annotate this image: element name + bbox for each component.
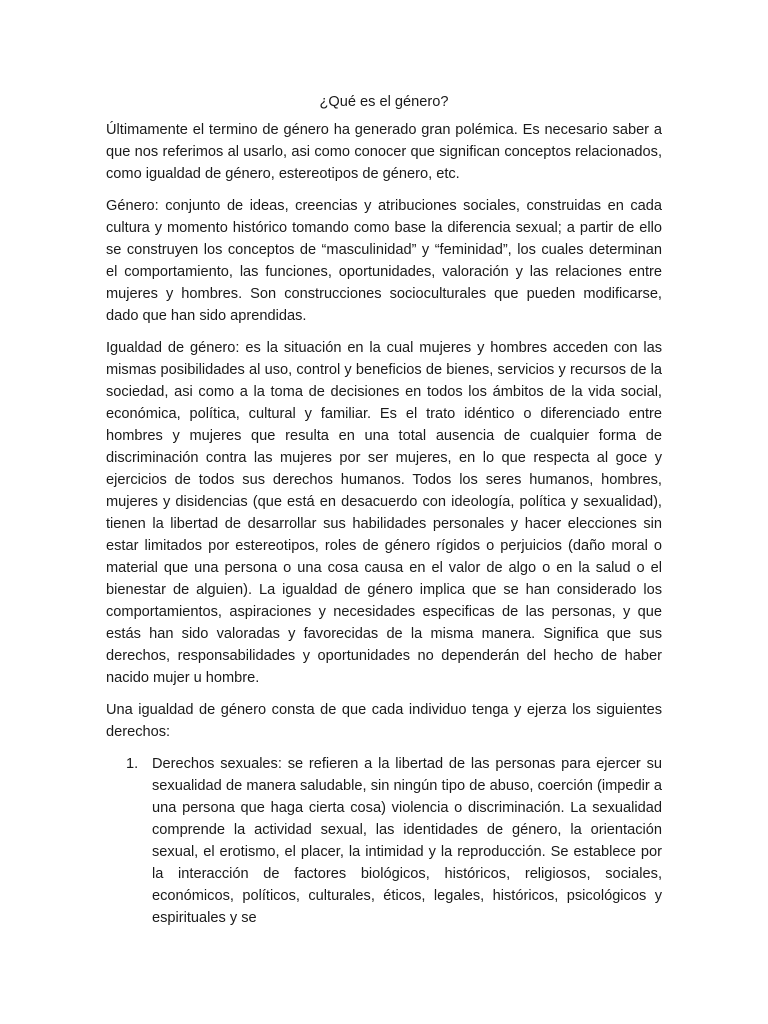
- document-title: ¿Qué es el género?: [319, 94, 449, 110]
- list-item-number: 1.: [126, 756, 139, 772]
- rights-list: [106, 753, 662, 929]
- list-item: [126, 753, 662, 929]
- gender-equality-paragraph: Igualdad de género: es la situación en la cual mujeres y hombres acceden con las mismas posibilidades al uso, control y beneficios de bienes, servicios y recursos de la sociedad, asi como a la toma de decisiones en todos los ámbitos de la vida social, económica, política, cultural y familiar. Es el trato idéntico o diferenciado entre hombres y mujeres que resulta en una total ausencia de cualquier forma de discriminación contra las mujeres por ser mujeres, en lo que respecta al goce y ejercicios de todos sus derechos humanos. Todos los seres humanos, hombres, mujeres y disidencias (que está en desacuerdo con ideología, política y sexualidad), tienen la libertad de desarrollar sus habilidades personales y hacer elecciones sin estar limitados por estereotipos, roles de género rígidos o perjuicios (daño moral o material que una persona o una cosa causa en el valor de algo o en la salud o el bienestar de alguien). La igualdad de género implica que se han considerado los comportamientos, aspiraciones y necesidades especificas de las personas, y que estás han sido valoradas y favorecidas de la misma manera. Significa que sus derechos, responsabilidades y oportunidades no dependerán del hecho de haber nacido mujer u hombre.: [106, 340, 662, 686]
- rights-intro-paragraph: Una igualdad de género consta de que cada individuo tenga y ejerza los siguientes derechos:: [106, 702, 662, 740]
- gender-definition-paragraph: Género: conjunto de ideas, creencias y atribuciones sociales, construidas en cada cultura y momento histórico tomando como base la diferencia sexual; a partir de ello se construyen los conceptos de “masculinidad” y “feminidad”, los cuales determinan el comportamiento, las funciones, oportunidades, valoración y las relaciones entre mujeres y hombres. Son construcciones socioculturales que pueden modificarse, dado que han sido aprendidas.: [106, 198, 662, 324]
- intro-paragraph: Últimamente el termino de género ha generado gran polémica. Es necesario saber a que nos referimos al usarlo, asi como conocer que significan conceptos relacionados, como igualdad de género, estereotipos de género, etc.: [106, 122, 662, 182]
- list-item-text: Derechos sexuales: se refieren a la libertad de las personas para ejercer su sexualidad de manera saludable, sin ningún tipo de abuso, coerción (impedir a una persona que haga cierta cosa) violencia o discriminación. La sexualidad comprende la actividad sexual, las identidades de género, la orientación sexual, el erotismo, el placer, la intimidad y la reproducción. Se establece por la interacción de factores biológicos, históricos, religiosos, sociales, económicos, políticos, culturales, éticos, legales, históricos, psicológicos y espirituales y se: [152, 756, 662, 926]
